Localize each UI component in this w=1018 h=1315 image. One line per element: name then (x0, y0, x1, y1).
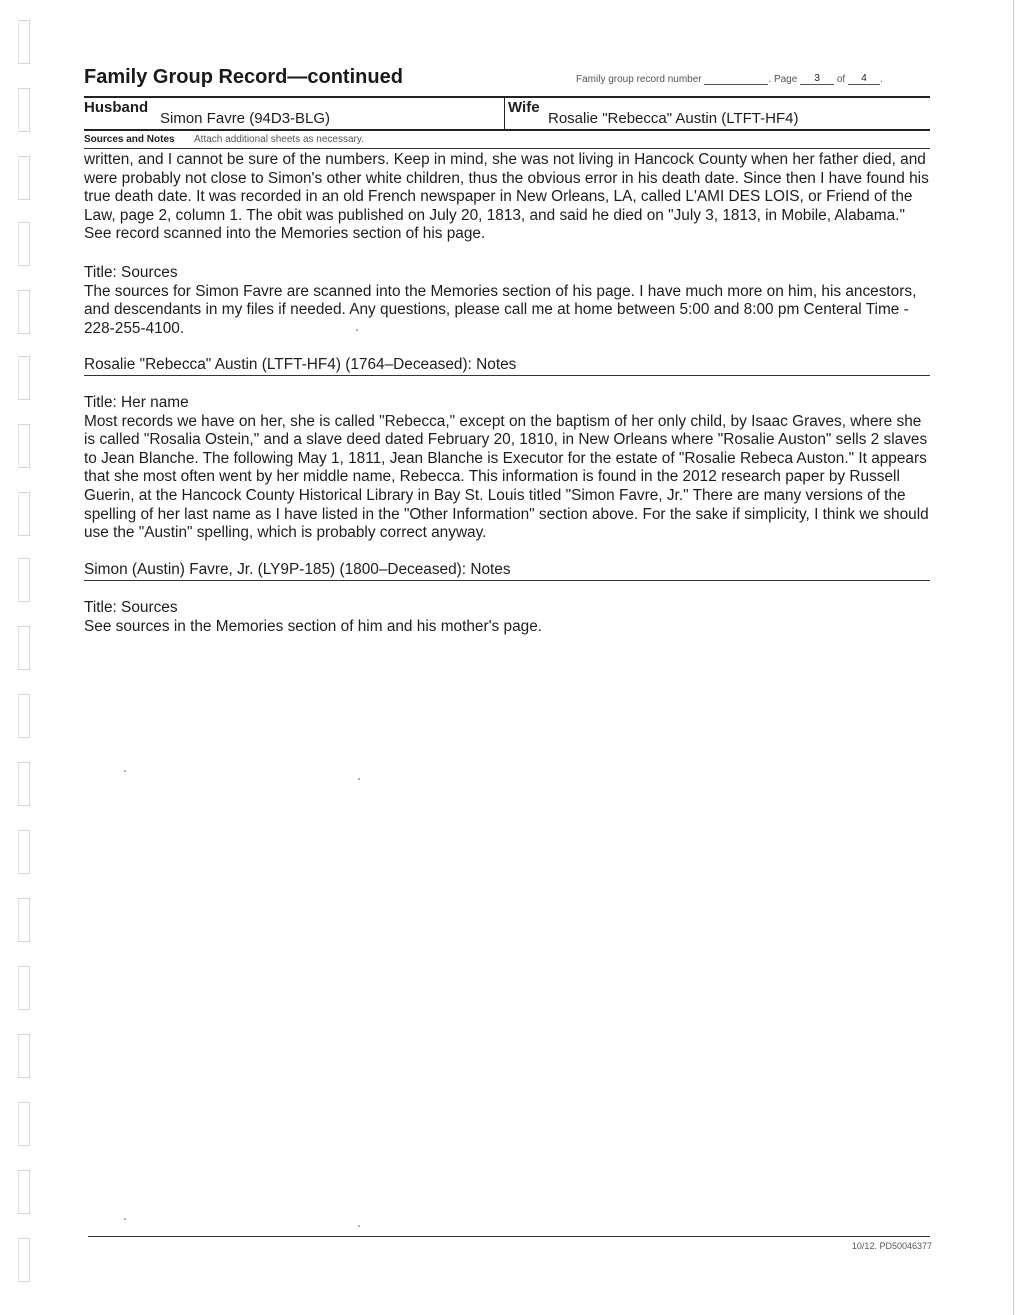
wife-notes-heading: Rosalie "Rebecca" Austin (LTFT-HF4) (1764–Deceased): Notes (84, 356, 930, 376)
child-notes-heading: Simon (Austin) Favre, Jr. (LY9P-185) (1800–Deceased): Notes (84, 561, 930, 581)
binder-hole (18, 88, 30, 132)
binder-hole (18, 356, 30, 400)
page-number: 3 (800, 73, 834, 85)
page-label: Page (773, 74, 798, 85)
binder-hole (18, 156, 30, 200)
binder-hole (18, 290, 30, 334)
wife-notes-text: Most records we have on her, she is called "Rebecca," except on the baptism of her only child, by Isaac Graves, where she is called "Rosalia Ostein," and a slave deed dated February 20, 1810, in New Orleans where "Rosalie Auston" sells 2 slaves to Jean Blanche. The following May 1, 1811, Jean Blanche is Executor for the estate of "Rosalie Rebeca Auston." It appears that she most often went by her middle name, Rebecca. This information is found in the 2012 research paper by Russell Guerin, at the Hancock County Historical Library in Bay St. Louis titled "Simon Favre, Jr." There are many versions of the spelling of her last name as I have listed in the "Other Information" section above. For the sake if simplicity, I think we should use the "Austin" spelling, which is probably correct anyway. (84, 412, 929, 542)
binder-hole (18, 1238, 30, 1282)
scan-speck (124, 770, 126, 772)
of-label: of (836, 74, 846, 85)
binder-hole (18, 424, 30, 468)
wife-notes (84, 394, 930, 543)
continued-note (84, 151, 930, 244)
sources-rule (84, 148, 930, 149)
binder-hole (18, 1034, 30, 1078)
scan-speck (356, 329, 358, 331)
footer-rule (88, 1236, 930, 1237)
binder-hole (18, 694, 30, 738)
husband-sources-text: The sources for Simon Favre are scanned into the Memories section of his page. I have much more on him, his ancestors, and descendants in my files if needed. Any questions, please call me at home between 5:00 and 8:00 pm Centeral Time - 228-255-4100. (84, 282, 917, 337)
binder-hole (18, 20, 30, 64)
couple-divider (504, 96, 505, 131)
child-notes (84, 599, 930, 636)
binder-hole (18, 1102, 30, 1146)
header-top-rule (84, 96, 930, 98)
husband-sources (84, 264, 930, 338)
wife-label: Wife (508, 99, 540, 116)
husband-sources-title: Title: Sources (84, 264, 178, 281)
binder-hole (18, 898, 30, 942)
form-code: 10/12. PD50046377 (851, 1241, 932, 1251)
sources-notes-hint: Attach additional sheets as necessary. (194, 134, 364, 145)
record-meta: Family group record number . Page 3 of 4 . (576, 73, 883, 85)
binder-hole (18, 762, 30, 806)
scan-speck (124, 1218, 126, 1220)
wife-name: Rosalie "Rebecca" Austin (LTFT-HF4) (548, 110, 799, 127)
header-bottom-rule (84, 129, 930, 131)
binder-hole (18, 558, 30, 602)
child-notes-title: Title: Sources (84, 599, 178, 616)
binder-hole (18, 966, 30, 1010)
binder-hole (18, 626, 30, 670)
sources-notes-label: Sources and Notes (84, 134, 175, 145)
form-title: Family Group Record—continued (84, 66, 403, 88)
binder-hole (18, 492, 30, 536)
wife-notes-title: Title: Her name (84, 394, 189, 411)
scan-edge-line (1013, 0, 1014, 1315)
binder-hole-marks (0, 0, 40, 1315)
record-number-field (704, 73, 768, 85)
husband-label: Husband (84, 99, 149, 116)
scan-speck (358, 778, 360, 780)
husband-name: Simon Favre (94D3-BLG) (160, 110, 331, 127)
binder-hole (18, 222, 30, 266)
scan-speck (358, 1225, 360, 1227)
page-total: 4 (848, 73, 880, 85)
continued-note-text: written, and I cannot be sure of the numbers. Keep in mind, she was not living in Hancock County when her father died, and were probably not close to Simon's other white children, thus the obvious error in his death date. Since then I have found his true death date. It was recorded in an old French newspaper in New Orleans, LA, called L'AMI DES LOIS, or Friend of the Law, page 2, column 1. The obit was published on July 20, 1813, and said he died on "July 3, 1813, in Mobile, Alabama." See record scanned into the Memories section of his page. (84, 151, 929, 243)
binder-hole (18, 830, 30, 874)
record-number-label: Family group record number (576, 74, 702, 85)
child-notes-text: See sources in the Memories section of him and his mother's page. (84, 617, 543, 635)
binder-hole (18, 1170, 30, 1214)
